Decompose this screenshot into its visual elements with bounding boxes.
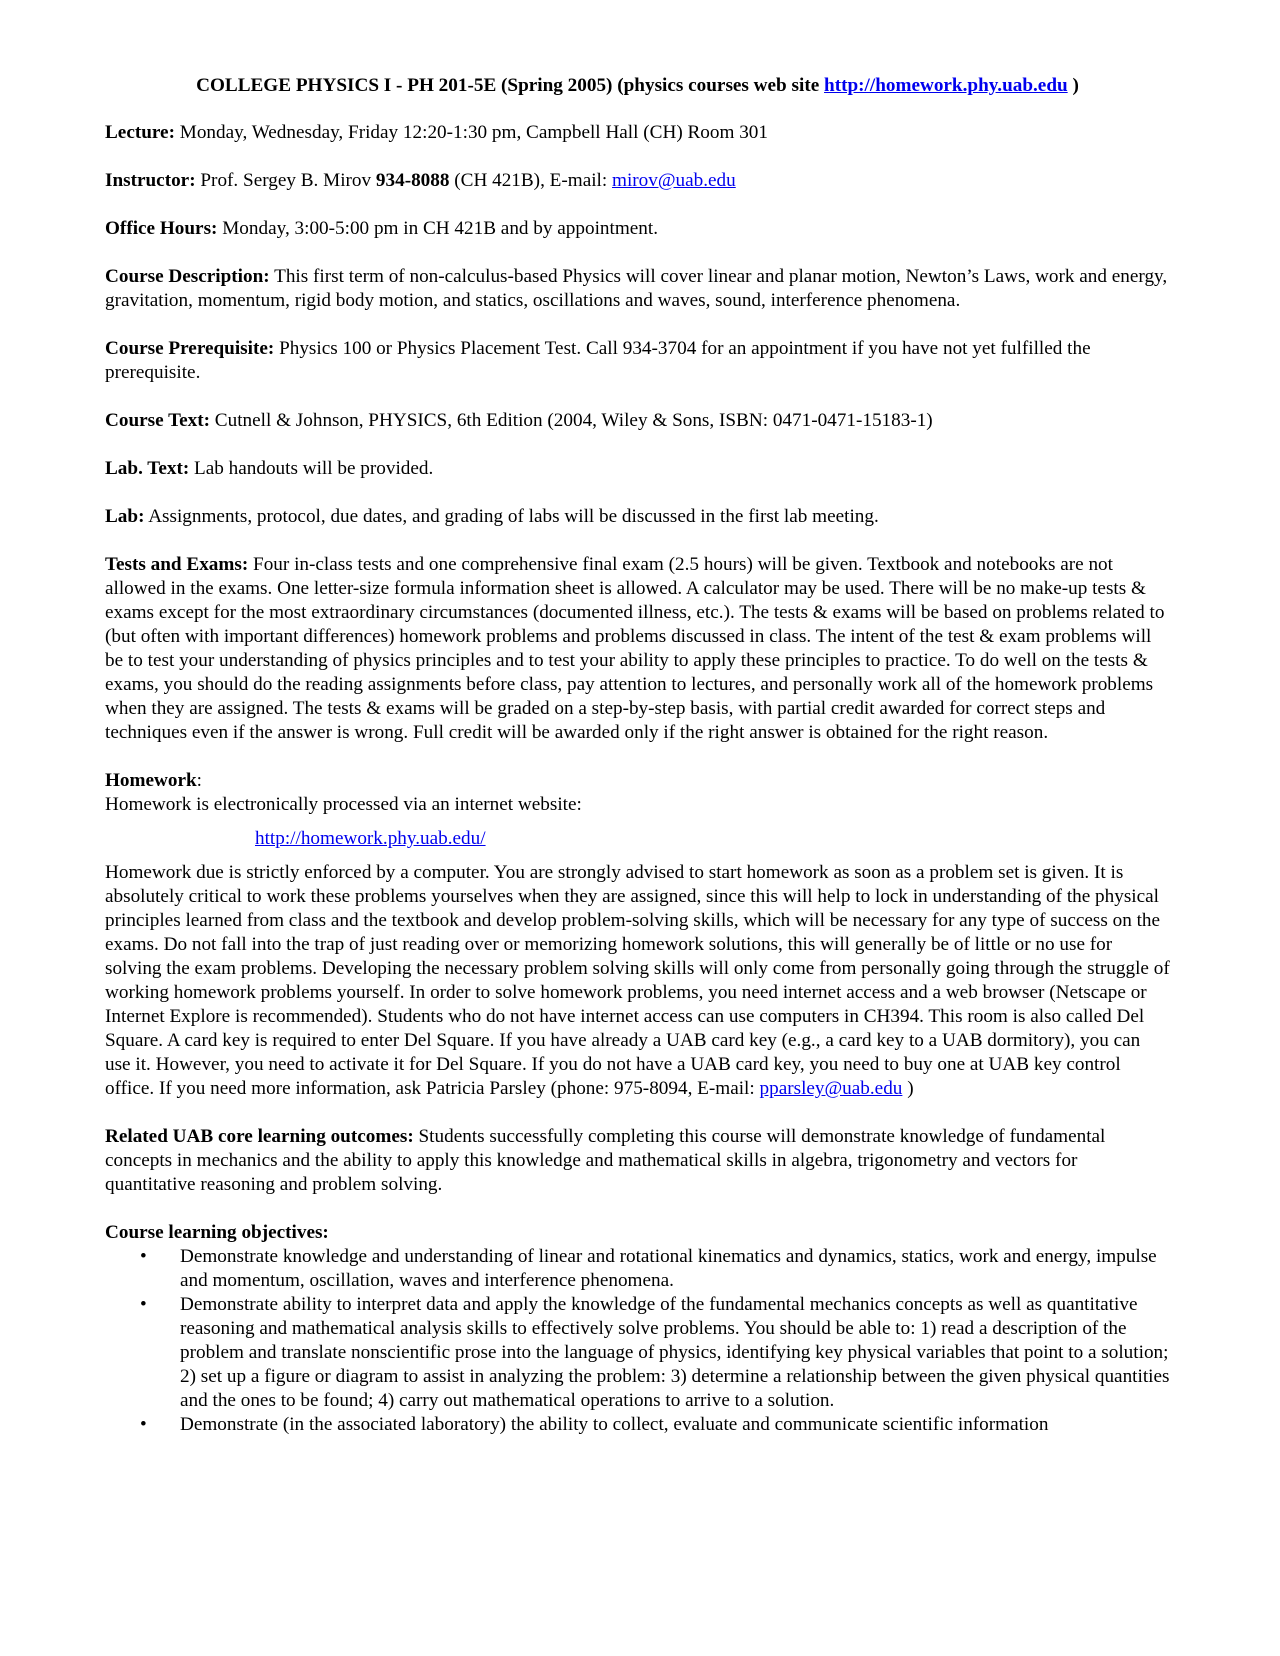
list-item-text: Demonstrate ability to interpret data and apply the knowledge of the fundamental mechanics concepts as well as quantitative reasoning and mathematical analysis skills to effectively solve problems. You should be able to: 1) read a description of the problem and translate nonscientific prose into the language of physics, identifying key physical variables that point to a solution; 2) set up a figure or diagram to assist in analyzing the problem: 3) determine a relationship between the given physical quantities and the ones to be found; 4) carry out mathematical operations to arrive to a solution.	[180, 1294, 1170, 1411]
course-description-paragraph	[105, 265, 1170, 313]
lecture-text: Monday, Wednesday, Friday 12:20-1:30 pm, Campbell Hall (CH) Room 301	[174, 122, 768, 143]
tests-text: Four in-class tests and one comprehensive final exam (2.5 hours) will be given. Textbook and notebooks are not allowed in the exams. One letter-size formula information sheet is allowed. A calculator may be used. There will be no make-up tests & exams except for the most extraordinary circumstances (documented illness, etc.). The tests & exams will be based on problems related to (but often with important differences) homework problems and problems discussed in class. The intent of the test & exam problems will be to test your understanding of physics principles and to test your ability to apply these principles to practice. To do well on the tests & exams, you should do the reading assignments before class, pay attention to lectures, and personally work all of the homework problems when they are assigned. The tests & exams will be graded on a step-by-step basis, with partial credit awarded for correct steps and techniques even if the answer is wrong. Full credit will be awarded only if the right answer is obtained for the right reason.	[105, 554, 1165, 743]
lecture-paragraph	[105, 121, 1170, 145]
homework-email-link[interactable]: pparsley@uab.edu	[759, 1078, 903, 1099]
bullet-icon: •	[140, 1294, 147, 1315]
office-hours-paragraph	[105, 217, 1170, 241]
lab-text-text: Lab handouts will be provided.	[189, 458, 434, 479]
tests-paragraph	[105, 553, 1170, 745]
objectives-heading	[105, 1221, 1170, 1245]
lab-label: Lab:	[105, 506, 145, 527]
outcomes-text: Students successfully completing this course will demonstrate knowledge of fundamental concepts in mechanics and the ability to apply this knowledge and mathematical skills in algebra, trigonometry and vectors for quantitative reasoning and problem solving.	[105, 1126, 1106, 1195]
course-description-text: This first term of non-calculus-based Physics will cover linear and planar motion, Newton’s Laws, work and energy, gravitation, momentum, rigid body motion, and statics, oscillations and waves, sound, interference phenomena.	[105, 266, 1168, 311]
bullet-icon: •	[140, 1246, 147, 1267]
homework-text-end: )	[902, 1078, 914, 1099]
lab-text-label: Lab. Text:	[105, 458, 190, 479]
instructor-label: Instructor:	[105, 170, 196, 191]
tests-label: Tests and Exams:	[105, 554, 249, 575]
homework-link-line	[255, 827, 1170, 851]
objectives-label: Course learning objectives:	[105, 1222, 329, 1243]
instructor-phone: 934-8088	[375, 170, 450, 191]
list-item-text: Demonstrate (in the associated laboratory) the ability to collect, evaluate and communicate scientific information	[180, 1414, 1049, 1435]
title-text: COLLEGE PHYSICS I - PH 201-5E (Spring 2005) (physics courses web site	[196, 75, 825, 96]
homework-text: Homework due is strictly enforced by a computer. You are strongly advised to start homework as soon as a problem set is given. It is absolutely critical to work these problems yourselves when they are assigned, since this will help to lock in understanding of the physical principles learned from class and the textbook and develop problem-solving skills, which will be necessary for any type of success on the exams. Do not fall into the trap of just reading over or memorizing homework solutions, this will generally be of little or no use for solving the exam problems. Developing the necessary problem solving skills will only come from personally going through the struggle of working homework problems yourself. In order to solve homework problems, you need internet access and a web browser (Netscape or Internet Explore is recommended). Students who do not have internet access can use computers in CH394. This room is also called Del Square. A card key is required to enter Del Square. If you have already a UAB card key (e.g., a card key to a UAB dormitory), you can use it. However, you need to activate it for Del Square. If you do not have a UAB card key, you need to buy one at UAB key control office. If you need more information, ask Patricia Parsley (phone: 975-8094, E-mail:	[105, 862, 1170, 1099]
list-item	[140, 1245, 1170, 1293]
outcomes-paragraph	[105, 1125, 1170, 1197]
homework-paragraph	[105, 861, 1170, 1101]
lab-text: Assignments, protocol, due dates, and grading of labs will be discussed in the first lab meeting.	[144, 506, 879, 527]
instructor-paragraph	[105, 169, 1170, 193]
outcomes-label: Related UAB core learning outcomes:	[105, 1126, 414, 1147]
course-description-label: Course Description:	[105, 266, 270, 287]
office-hours-label: Office Hours:	[105, 218, 218, 239]
instructor-email-link[interactable]: mirov@uab.edu	[612, 170, 736, 191]
homework-label: Homework	[105, 770, 197, 791]
prerequisite-text: Physics 100 or Physics Placement Test. Call 934-3704 for an appointment if you have not yet fulfilled the prerequisite.	[105, 338, 1091, 383]
prerequisite-paragraph	[105, 337, 1170, 385]
objectives-list	[105, 1245, 1170, 1437]
lab-paragraph	[105, 505, 1170, 529]
course-text-paragraph	[105, 409, 1170, 433]
list-item	[140, 1293, 1170, 1413]
homework-website-link[interactable]: http://homework.phy.uab.edu/	[255, 828, 486, 849]
homework-intro: Homework is electronically processed via an internet website:	[105, 794, 582, 815]
bullet-icon: •	[140, 1414, 147, 1435]
lab-text-paragraph	[105, 457, 1170, 481]
instructor-office: (CH 421B), E-mail:	[449, 170, 613, 191]
title-website-link[interactable]: http://homework.phy.uab.edu	[824, 75, 1068, 96]
lecture-label: Lecture:	[105, 122, 175, 143]
instructor-name: Prof. Sergey B. Mirov	[195, 170, 376, 191]
course-text-text: Cutnell & Johnson, PHYSICS, 6th Edition (2004, Wiley & Sons, ISBN: 0471-0471-15183-1)	[210, 410, 933, 431]
title-end: )	[1067, 75, 1079, 96]
list-item	[140, 1413, 1170, 1437]
list-item-text: Demonstrate knowledge and understanding of linear and rotational kinematics and dynamics, statics, work and energy, impulse and momentum, oscillation, waves and interference phenomena.	[180, 1246, 1157, 1291]
prerequisite-label: Course Prerequisite:	[105, 338, 275, 359]
homework-heading	[105, 769, 1170, 793]
page-title	[105, 74, 1170, 98]
office-hours-text: Monday, 3:00-5:00 pm in CH 421B and by appointment.	[217, 218, 659, 239]
course-text-label: Course Text:	[105, 410, 210, 431]
homework-colon: :	[196, 770, 202, 791]
